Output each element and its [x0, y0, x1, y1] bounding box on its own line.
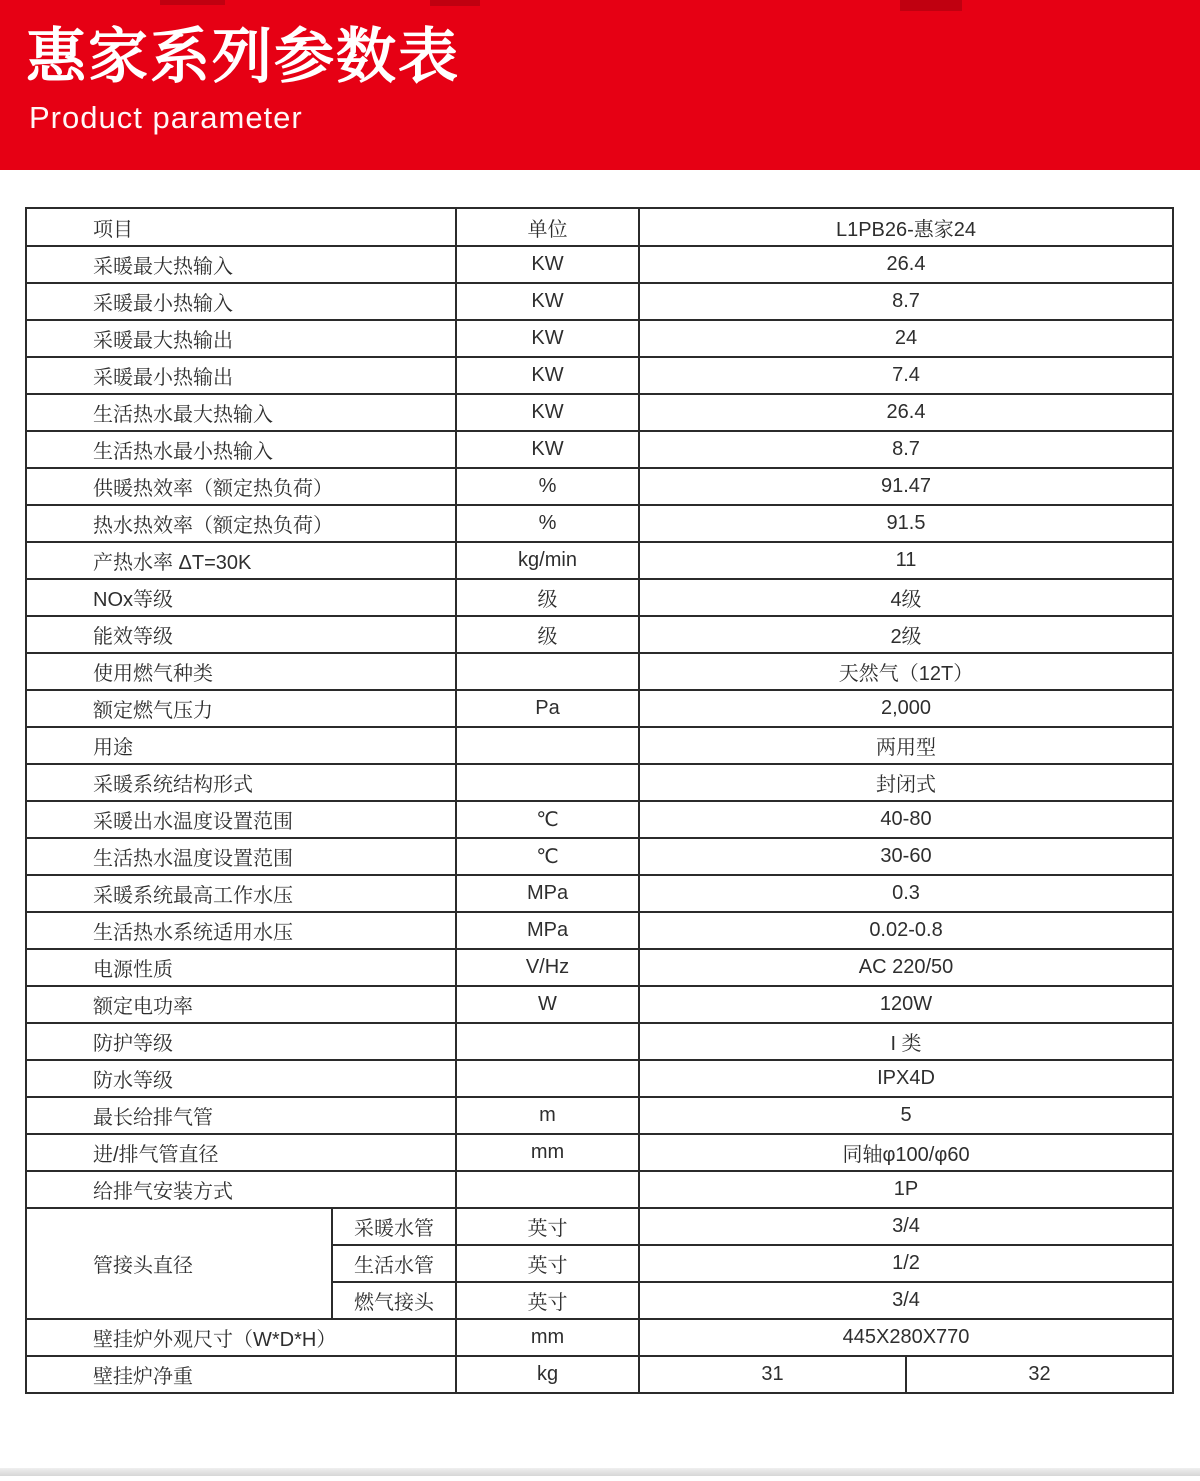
row-value: 120W	[639, 986, 1173, 1023]
pipe-sub-label: 采暖水管	[332, 1208, 456, 1245]
bottom-divider	[0, 1468, 1200, 1476]
row-unit: ℃	[456, 801, 639, 838]
row-label: 生活热水最小热输入	[26, 431, 456, 468]
row-unit: KW	[456, 320, 639, 357]
table-row	[26, 1023, 1173, 1060]
table-row	[26, 357, 1173, 394]
row-value-b: 32	[906, 1356, 1173, 1393]
table-header-row	[26, 208, 1173, 246]
row-value: 4级	[639, 579, 1173, 616]
row-value: 0.02-0.8	[639, 912, 1173, 949]
row-value: 1/2	[639, 1245, 1173, 1282]
row-unit: 级	[456, 579, 639, 616]
row-label: 使用燃气种类	[26, 653, 456, 690]
row-unit: V/Hz	[456, 949, 639, 986]
table-row	[26, 579, 1173, 616]
row-label: 供暖热效率（额定热负荷）	[26, 468, 456, 505]
row-value: 26.4	[639, 246, 1173, 283]
row-value: 8.7	[639, 283, 1173, 320]
row-value-a: 31	[639, 1356, 906, 1393]
row-value: 两用型	[639, 727, 1173, 764]
table-row	[26, 394, 1173, 431]
row-value: 封闭式	[639, 764, 1173, 801]
row-label: 能效等级	[26, 616, 456, 653]
row-unit: MPa	[456, 912, 639, 949]
table-row	[26, 283, 1173, 320]
row-unit	[456, 1023, 639, 1060]
table-row	[26, 616, 1173, 653]
table-row	[26, 875, 1173, 912]
row-unit: kg	[456, 1356, 639, 1393]
row-unit: 英寸	[456, 1208, 639, 1245]
table-row	[26, 912, 1173, 949]
table-row	[26, 246, 1173, 283]
table-row	[26, 1134, 1173, 1171]
row-unit: W	[456, 986, 639, 1023]
table-row	[26, 320, 1173, 357]
row-label: 防护等级	[26, 1023, 456, 1060]
table-row	[26, 468, 1173, 505]
row-label: 最长给排气管	[26, 1097, 456, 1134]
table-row-dimension	[26, 1319, 1173, 1356]
banner	[0, 0, 1200, 170]
row-label: 额定电功率	[26, 986, 456, 1023]
row-label: 额定燃气压力	[26, 690, 456, 727]
row-unit	[456, 764, 639, 801]
row-value: 0.3	[639, 875, 1173, 912]
row-value: 2,000	[639, 690, 1173, 727]
table-row	[26, 727, 1173, 764]
row-label: 进/排气管直径	[26, 1134, 456, 1171]
row-unit	[456, 727, 639, 764]
row-unit: KW	[456, 431, 639, 468]
row-value: 5	[639, 1097, 1173, 1134]
row-label: 生活热水最大热输入	[26, 394, 456, 431]
row-value: 24	[639, 320, 1173, 357]
banner-artifact	[430, 0, 480, 6]
row-value: 2级	[639, 616, 1173, 653]
row-value: 1P	[639, 1171, 1173, 1208]
row-value: IPX4D	[639, 1060, 1173, 1097]
table-row	[26, 1060, 1173, 1097]
row-unit	[456, 1171, 639, 1208]
row-label: 电源性质	[26, 949, 456, 986]
parameter-table	[25, 207, 1174, 1394]
row-value: I 类	[639, 1023, 1173, 1060]
row-label: 采暖最小热输入	[26, 283, 456, 320]
row-unit: KW	[456, 357, 639, 394]
row-value: 30-60	[639, 838, 1173, 875]
header-item: 项目	[26, 208, 456, 246]
row-value: 40-80	[639, 801, 1173, 838]
table-row	[26, 1171, 1173, 1208]
page-title: 惠家系列参数表	[26, 23, 460, 90]
row-value: 8.7	[639, 431, 1173, 468]
row-label: 防水等级	[26, 1060, 456, 1097]
row-label: 采暖最大热输出	[26, 320, 456, 357]
banner-artifact	[900, 0, 962, 11]
row-unit: KW	[456, 283, 639, 320]
row-unit	[456, 653, 639, 690]
row-label: 采暖最小热输出	[26, 357, 456, 394]
row-label: NOx等级	[26, 579, 456, 616]
row-unit	[456, 1060, 639, 1097]
row-unit: KW	[456, 394, 639, 431]
table-row	[26, 801, 1173, 838]
row-value: 7.4	[639, 357, 1173, 394]
table-row-pipe	[26, 1208, 1173, 1245]
row-value: 天然气（12T）	[639, 653, 1173, 690]
row-label: 壁挂炉净重	[26, 1356, 456, 1393]
row-unit: 英寸	[456, 1245, 639, 1282]
header-unit: 单位	[456, 208, 639, 246]
row-unit: mm	[456, 1134, 639, 1171]
table-row-weight	[26, 1356, 1173, 1393]
row-unit: Pa	[456, 690, 639, 727]
pipe-sub-label: 生活水管	[332, 1245, 456, 1282]
row-unit: MPa	[456, 875, 639, 912]
row-label: 生活热水系统适用水压	[26, 912, 456, 949]
row-label: 采暖最大热输入	[26, 246, 456, 283]
table-row	[26, 653, 1173, 690]
table-row	[26, 1097, 1173, 1134]
row-unit: KW	[456, 246, 639, 283]
table-row	[26, 431, 1173, 468]
pipe-group-label: 管接头直径	[26, 1208, 332, 1319]
row-value: 同轴φ100/φ60	[639, 1134, 1173, 1171]
row-unit: 级	[456, 616, 639, 653]
row-value: 91.5	[639, 505, 1173, 542]
table-row	[26, 838, 1173, 875]
table-row	[26, 764, 1173, 801]
row-unit: ℃	[456, 838, 639, 875]
page-subtitle: Product parameter	[29, 100, 303, 135]
row-label: 采暖系统结构形式	[26, 764, 456, 801]
pipe-sub-label: 燃气接头	[332, 1282, 456, 1319]
row-unit: m	[456, 1097, 639, 1134]
row-label: 用途	[26, 727, 456, 764]
row-value: 3/4	[639, 1282, 1173, 1319]
row-value: 3/4	[639, 1208, 1173, 1245]
row-value: 445X280X770	[639, 1319, 1173, 1356]
row-unit: %	[456, 505, 639, 542]
row-label: 采暖系统最高工作水压	[26, 875, 456, 912]
table-row	[26, 505, 1173, 542]
table-row	[26, 690, 1173, 727]
row-label: 生活热水温度设置范围	[26, 838, 456, 875]
row-value: AC 220/50	[639, 949, 1173, 986]
header-model: L1PB26-惠家24	[639, 208, 1173, 246]
table-row	[26, 949, 1173, 986]
row-label: 壁挂炉外观尺寸（W*D*H）	[26, 1319, 456, 1356]
row-label: 产热水率 ΔT=30K	[26, 542, 456, 579]
table-row	[26, 986, 1173, 1023]
table-row	[26, 542, 1173, 579]
row-value: 26.4	[639, 394, 1173, 431]
row-unit: 英寸	[456, 1282, 639, 1319]
banner-artifact	[160, 0, 225, 5]
row-unit: mm	[456, 1319, 639, 1356]
row-label: 采暖出水温度设置范围	[26, 801, 456, 838]
row-value: 11	[639, 542, 1173, 579]
row-value: 91.47	[639, 468, 1173, 505]
row-label: 给排气安装方式	[26, 1171, 456, 1208]
row-unit: %	[456, 468, 639, 505]
row-unit: kg/min	[456, 542, 639, 579]
row-label: 热水热效率（额定热负荷）	[26, 505, 456, 542]
